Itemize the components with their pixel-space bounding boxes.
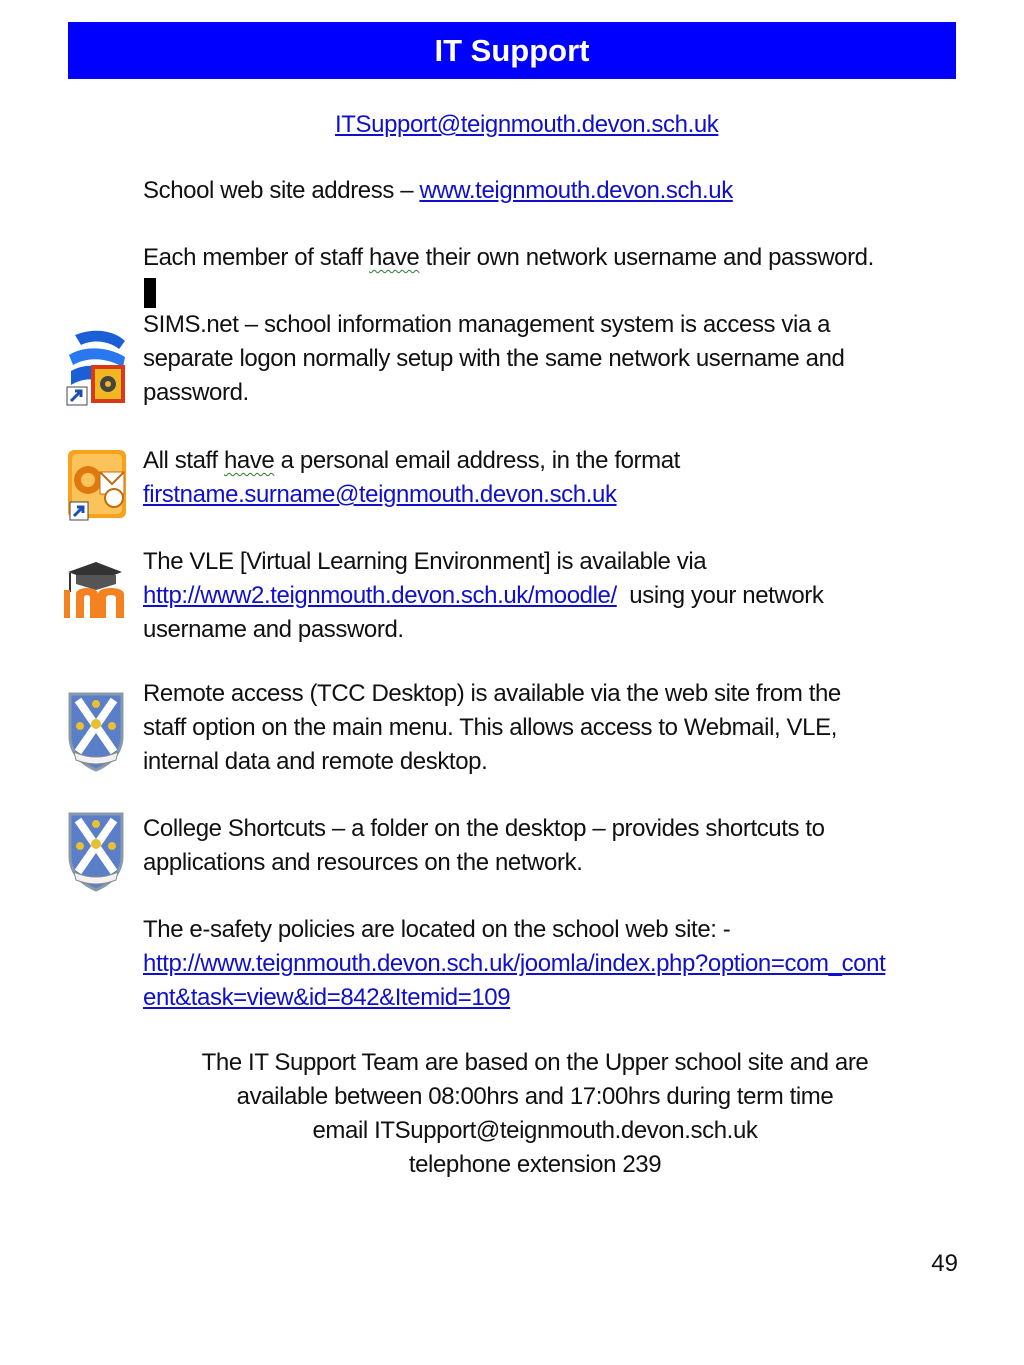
moodle-link[interactable]: http://www2.teignmouth.devon.sch.uk/moodle/ xyxy=(143,582,617,609)
school-crest-icon xyxy=(66,810,126,894)
page-title: IT Support xyxy=(68,22,956,79)
shortcuts-line-2: applications and resources on the network. xyxy=(143,849,583,876)
email-format-line xyxy=(143,478,617,512)
support-email-link[interactable]: ITSupport@teignmouth.devon.sch.uk xyxy=(335,111,719,138)
email-line-1 xyxy=(143,444,680,478)
email-format-link[interactable]: firstname.surname@teignmouth.devon.sch.uk xyxy=(143,481,617,508)
moodle-icon xyxy=(62,560,130,620)
vle-line-1: The VLE [Virtual Learning Environment] is available via xyxy=(143,548,707,575)
website-link[interactable]: www.teignmouth.devon.sch.uk xyxy=(419,177,733,204)
website-line xyxy=(143,174,733,208)
sims-shortcut-icon xyxy=(65,327,129,407)
remote-line-2: staff option on the main menu. This allows access to Webmail, VLE, xyxy=(143,714,837,741)
sims-line-2: separate logon normally setup with the same network username and xyxy=(143,345,845,372)
staff-credentials-line xyxy=(143,241,874,275)
remote-line-1: Remote access (TCC Desktop) is available via the web site from the xyxy=(143,680,841,707)
esafety-line-1: The e-safety policies are located on the school web site: - xyxy=(143,916,731,943)
footer-note-line-4: telephone extension 239 xyxy=(408,1151,662,1178)
sims-line-3: password. xyxy=(143,379,249,406)
remote-line-3: internal data and remote desktop. xyxy=(143,748,488,775)
page-number: 49 xyxy=(931,1250,958,1277)
email-text: All staff xyxy=(143,447,224,474)
spellcheck-word: have xyxy=(368,244,420,271)
school-crest-icon xyxy=(66,690,126,774)
credentials-text: Each member of staff xyxy=(143,244,369,271)
esafety-link-line-1 xyxy=(143,947,885,981)
spellcheck-word: have xyxy=(223,447,275,474)
shortcuts-line-1: College Shortcuts – a folder on the desktop – provides shortcuts to xyxy=(143,815,825,842)
vle-line-3: username and password. xyxy=(143,616,404,643)
email-text-end: a personal email address, in the format xyxy=(274,447,680,474)
text-cursor xyxy=(144,278,156,308)
footer-note-line-3: email ITSupport@teignmouth.devon.sch.uk xyxy=(312,1117,758,1144)
vle-line-2 xyxy=(143,579,824,613)
vle-line-2-text: using your network xyxy=(616,582,824,609)
sims-line-1: SIMS.net – school information management system is access via a xyxy=(143,311,831,338)
website-label: School web site address – xyxy=(143,177,420,204)
esafety-link-line-2 xyxy=(143,981,510,1015)
footer-note-line-2: available between 08:00hrs and 17:00hrs during term time xyxy=(236,1083,834,1110)
outlook-shortcut-icon xyxy=(66,446,130,524)
footer-note-line-1: The IT Support Team are based on the Upper school site and are xyxy=(201,1049,869,1076)
esafety-link-part-2[interactable]: ent&task=view&id=842&Itemid=109 xyxy=(143,984,511,1011)
credentials-text-end: their own network username and password. xyxy=(419,244,874,271)
support-email-heading xyxy=(335,108,718,142)
esafety-link-part-1[interactable]: http://www.teignmouth.devon.sch.uk/joomla/index.php?option=com_cont xyxy=(143,950,886,977)
